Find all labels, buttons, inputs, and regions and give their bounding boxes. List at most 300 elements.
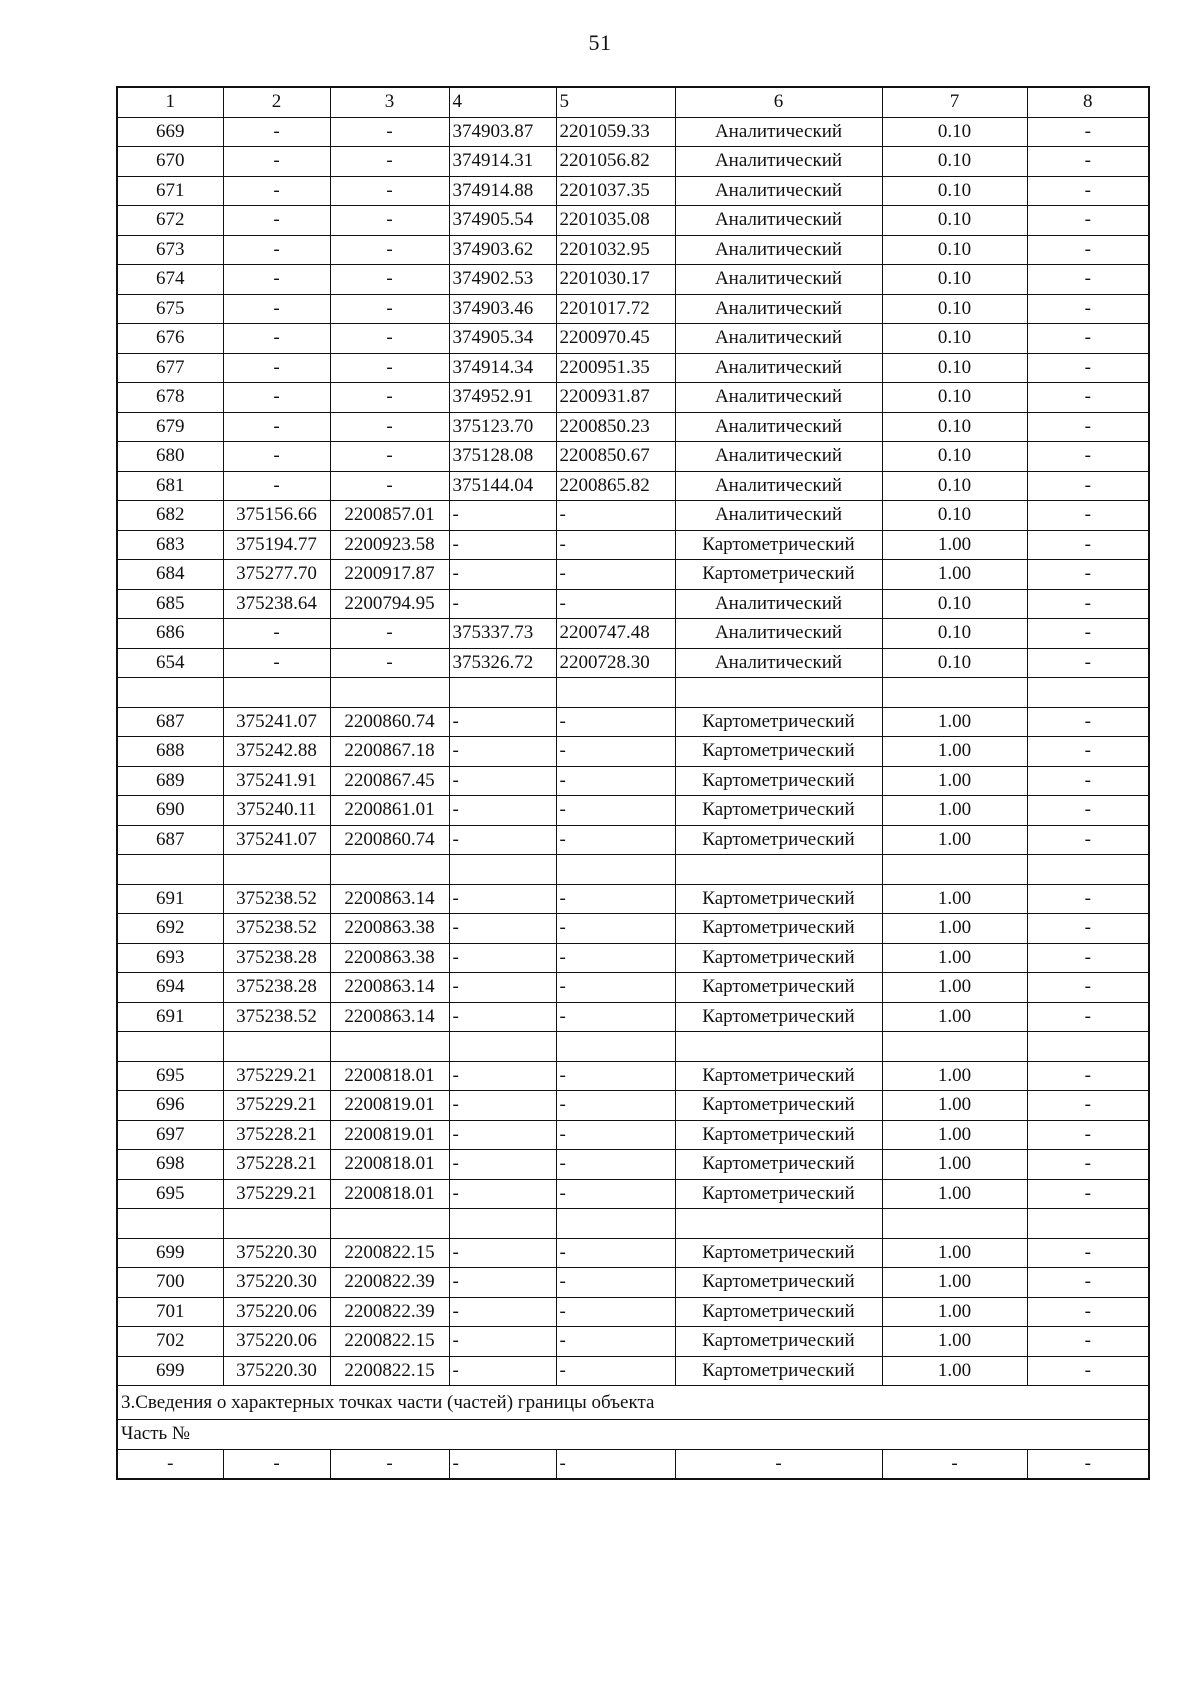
table-cell: 374905.34 [449,324,556,354]
table-cell: - [223,324,330,354]
table-cell: 675 [117,294,223,324]
column-header: 1 [117,87,223,117]
table-cell: - [1027,884,1149,914]
table-cell [223,1032,330,1062]
table-cell: - [556,1449,675,1479]
table-row [117,1150,1149,1180]
table-cell: 1.00 [882,825,1027,855]
table-cell: 2200818.01 [330,1179,449,1209]
table-row [117,914,1149,944]
table-cell: 2200819.01 [330,1120,449,1150]
table-cell: - [1027,1091,1149,1121]
table-cell: 375238.28 [223,943,330,973]
table-cell: Картометрический [675,1061,882,1091]
table-row [117,1002,1149,1032]
table-row [117,737,1149,767]
table-cell: 670 [117,147,223,177]
table-cell [675,1032,882,1062]
table-row [117,884,1149,914]
section-title-row [117,1386,1149,1420]
table-cell [330,1032,449,1062]
table-cell: - [1027,442,1149,472]
table-cell [117,1209,223,1239]
table-cell: 701 [117,1297,223,1327]
table-cell: 375220.06 [223,1297,330,1327]
table-cell: - [556,1120,675,1150]
table-cell: - [1027,1120,1149,1150]
table-cell: - [223,147,330,177]
table-cell: - [449,825,556,855]
table-cell: 2200822.15 [330,1238,449,1268]
table-cell: Картометрический [675,530,882,560]
table-cell: - [449,530,556,560]
table-cell: - [1027,530,1149,560]
table-cell: - [330,324,449,354]
table-cell: 374914.34 [449,353,556,383]
table-cell: - [1027,1297,1149,1327]
table-cell: - [1027,294,1149,324]
table-cell: 2200860.74 [330,825,449,855]
table-cell: 0.10 [882,589,1027,619]
table-cell: 2200863.14 [330,884,449,914]
table-row [117,176,1149,206]
section-title: 3.Сведения о характерных точках части (частей) границы объекта [117,1386,1149,1420]
table-cell: - [1027,1268,1149,1298]
table-cell: 682 [117,501,223,531]
table-cell: 2201035.08 [556,206,675,236]
table-cell: 374914.31 [449,147,556,177]
table-row [117,530,1149,560]
table-row [117,1297,1149,1327]
table-cell: - [1027,1356,1149,1386]
table-cell [449,1209,556,1239]
table-cell: Картометрический [675,1150,882,1180]
table-cell: 687 [117,707,223,737]
table-cell: 375241.91 [223,766,330,796]
table-cell: - [223,619,330,649]
table-cell [223,678,330,708]
table-cell: - [882,1449,1027,1479]
table-cell: - [449,589,556,619]
table-cell: Аналитический [675,648,882,678]
table-cell: - [449,1238,556,1268]
table-cell: - [330,235,449,265]
table-cell: - [556,1150,675,1180]
table-row [117,1091,1149,1121]
table-cell: 690 [117,796,223,826]
table-cell: - [1027,117,1149,147]
table-cell: Аналитический [675,353,882,383]
table-cell: Картометрический [675,737,882,767]
table-cell: 676 [117,324,223,354]
table-cell [330,855,449,885]
table-cell: 1.00 [882,766,1027,796]
table-cell: 375238.28 [223,973,330,1003]
table-cell: Картометрический [675,560,882,590]
table-cell: - [1027,383,1149,413]
table-cell: Картометрический [675,1238,882,1268]
table-cell: Аналитический [675,206,882,236]
table-cell [223,855,330,885]
table-cell: Аналитический [675,589,882,619]
table-cell: 375326.72 [449,648,556,678]
table-cell: - [1027,501,1149,531]
table-cell: 2200863.38 [330,943,449,973]
table-cell: 0.10 [882,265,1027,295]
table-separator-row [117,678,1149,708]
table-cell: 699 [117,1238,223,1268]
table-cell: 2200747.48 [556,619,675,649]
table-cell: - [556,1061,675,1091]
column-header: 7 [882,87,1027,117]
table-cell: - [449,884,556,914]
table-cell: - [223,117,330,147]
table-cell [675,1209,882,1239]
table-row [117,707,1149,737]
table-cell: - [1027,206,1149,236]
table-cell: 375229.21 [223,1179,330,1209]
table-row [117,560,1149,590]
table-cell: 0.10 [882,501,1027,531]
table-row [117,796,1149,826]
table-cell: - [223,648,330,678]
table-cell: 700 [117,1268,223,1298]
table-cell: 694 [117,973,223,1003]
table-cell: 375220.30 [223,1356,330,1386]
table-cell: 1.00 [882,1150,1027,1180]
table-cell: 688 [117,737,223,767]
table-cell: 2201032.95 [556,235,675,265]
table-cell: 2200867.45 [330,766,449,796]
table-cell: 375337.73 [449,619,556,649]
table-cell: 1.00 [882,1120,1027,1150]
table-cell: - [223,383,330,413]
table-cell: - [1027,1449,1149,1479]
table-cell: 375229.21 [223,1061,330,1091]
column-header: 5 [556,87,675,117]
table-cell: 1.00 [882,884,1027,914]
table-cell: 697 [117,1120,223,1150]
table-cell: 375220.06 [223,1327,330,1357]
table-cell: Картометрический [675,973,882,1003]
table-cell: - [1027,1150,1149,1180]
table-cell: 1.00 [882,1179,1027,1209]
coordinates-table [116,86,1150,1480]
table-cell: 673 [117,235,223,265]
table-cell [330,1209,449,1239]
table-row [117,825,1149,855]
table-cell: 375241.07 [223,707,330,737]
table-cell: 2200860.74 [330,707,449,737]
table-cell: - [556,973,675,1003]
table-row [117,619,1149,649]
table-cell: - [449,707,556,737]
table-cell: 0.10 [882,294,1027,324]
table-cell: Картометрический [675,1297,882,1327]
table-cell: - [223,442,330,472]
table-cell [882,855,1027,885]
table-cell: - [556,943,675,973]
table-cell: Аналитический [675,501,882,531]
table-cell: 683 [117,530,223,560]
table-cell: 679 [117,412,223,442]
table-cell: 696 [117,1091,223,1121]
table-cell: 2200822.15 [330,1356,449,1386]
table-row [117,1061,1149,1091]
table-cell: 695 [117,1061,223,1091]
table-cell: 702 [117,1327,223,1357]
table-cell: - [1027,235,1149,265]
table-cell: 0.10 [882,176,1027,206]
table-cell: - [1027,265,1149,295]
table-cell: Картометрический [675,1091,882,1121]
table-cell: 375220.30 [223,1268,330,1298]
table-cell: Картометрический [675,1268,882,1298]
table-cell: - [330,117,449,147]
table-cell: - [330,294,449,324]
table-cell: 375123.70 [449,412,556,442]
table-cell: - [117,1449,223,1479]
table-cell: - [1027,914,1149,944]
table-cell: - [1027,973,1149,1003]
table-cell: - [449,560,556,590]
table-cell: - [556,884,675,914]
table-cell: - [556,560,675,590]
table-cell: 1.00 [882,1061,1027,1091]
table-cell: 375228.21 [223,1120,330,1150]
table-cell: - [1027,796,1149,826]
table-cell [330,678,449,708]
table-cell [675,678,882,708]
table-cell: - [449,796,556,826]
table-cell: - [1027,766,1149,796]
table-cell: - [223,412,330,442]
table-cell: 375238.52 [223,884,330,914]
table-row [117,501,1149,531]
table-cell: 687 [117,825,223,855]
table-cell: Картометрический [675,1002,882,1032]
table-cell: 375144.04 [449,471,556,501]
table-cell: - [449,501,556,531]
table-separator-row [117,1209,1149,1239]
table-cell: - [449,1150,556,1180]
table-cell: 2201059.33 [556,117,675,147]
table-cell: 1.00 [882,1002,1027,1032]
table-cell: - [449,1179,556,1209]
table-cell: 1.00 [882,973,1027,1003]
table-cell: 2200794.95 [330,589,449,619]
table-cell: - [556,1091,675,1121]
table-cell: - [556,825,675,855]
table-cell: 1.00 [882,943,1027,973]
table-cell: 2200863.14 [330,973,449,1003]
column-header: 8 [1027,87,1149,117]
table-cell: 375241.07 [223,825,330,855]
table-cell: 2200951.35 [556,353,675,383]
table-cell: - [449,1356,556,1386]
table-cell: 1.00 [882,796,1027,826]
table-cell: 0.10 [882,235,1027,265]
table-cell: 375238.64 [223,589,330,619]
table-cell: - [330,147,449,177]
table-cell: - [1027,1002,1149,1032]
table-cell: 374903.62 [449,235,556,265]
table-cell: 2200818.01 [330,1061,449,1091]
table-cell: - [556,766,675,796]
table-cell: 1.00 [882,737,1027,767]
table-cell: - [223,353,330,383]
table-cell: Аналитический [675,471,882,501]
table-cell: 0.10 [882,412,1027,442]
table-row [117,206,1149,236]
table-cell: - [223,1449,330,1479]
table-cell: - [556,1179,675,1209]
table-cell: - [1027,737,1149,767]
table-cell: 0.10 [882,324,1027,354]
table-cell: 2200865.82 [556,471,675,501]
table-cell: - [1027,707,1149,737]
table-cell: Аналитический [675,412,882,442]
table-cell: 689 [117,766,223,796]
table-cell: - [449,766,556,796]
table-row [117,589,1149,619]
table-cell [1027,1032,1149,1062]
table-cell: 686 [117,619,223,649]
table-cell: - [1027,560,1149,590]
table-cell: 375194.77 [223,530,330,560]
table-row [117,442,1149,472]
table-cell: - [330,176,449,206]
table-cell: 374914.88 [449,176,556,206]
table-cell: 2200728.30 [556,648,675,678]
table-cell: Картометрический [675,914,882,944]
table-cell [556,855,675,885]
table-cell: 1.00 [882,560,1027,590]
table-cell [556,1209,675,1239]
table-cell: - [223,176,330,206]
table-cell: 2200917.87 [330,560,449,590]
table-cell: Картометрический [675,1179,882,1209]
table-cell: 669 [117,117,223,147]
table-cell: 374905.54 [449,206,556,236]
table-cell: - [1027,1179,1149,1209]
table-cell: - [223,294,330,324]
table-cell: - [223,206,330,236]
table-cell: - [556,914,675,944]
table-cell: 374903.87 [449,117,556,147]
table-cell: 692 [117,914,223,944]
table-cell: 375220.30 [223,1238,330,1268]
table-cell: - [1027,1238,1149,1268]
table-cell: Картометрический [675,943,882,973]
table-cell [1027,678,1149,708]
table-cell: - [1027,471,1149,501]
table-cell [882,678,1027,708]
table-cell: 375156.66 [223,501,330,531]
table-cell: Аналитический [675,442,882,472]
table-cell: - [1027,176,1149,206]
table-cell: 685 [117,589,223,619]
table-cell: 1.00 [882,1327,1027,1357]
table-cell: - [449,1327,556,1357]
table-cell: - [556,1238,675,1268]
table-cell: - [330,265,449,295]
table-cell: - [330,442,449,472]
table-cell: 374902.53 [449,265,556,295]
table-cell: Картометрический [675,825,882,855]
table-cell [449,1032,556,1062]
table-cell: - [1027,825,1149,855]
table-cell: 375238.52 [223,914,330,944]
table-cell [117,1032,223,1062]
table-cell: - [330,206,449,236]
table-cell: 374903.46 [449,294,556,324]
table-row [117,294,1149,324]
table-cell: - [223,265,330,295]
table-cell: 672 [117,206,223,236]
table-cell: 695 [117,1179,223,1209]
table-cell [882,1209,1027,1239]
table-cell: - [330,471,449,501]
table-cell: 654 [117,648,223,678]
table-row [117,943,1149,973]
table-row [117,973,1149,1003]
table-cell: Аналитический [675,324,882,354]
table-cell: - [556,1356,675,1386]
table-cell: - [330,619,449,649]
table-cell [1027,1209,1149,1239]
table-cell [449,855,556,885]
table-cell: 2200970.45 [556,324,675,354]
table-cell: - [449,1002,556,1032]
table-header-row [117,87,1149,117]
table-cell [556,1032,675,1062]
table-cell: 2201017.72 [556,294,675,324]
table-cell: 2200818.01 [330,1150,449,1180]
table-cell: 2200819.01 [330,1091,449,1121]
table-row [117,235,1149,265]
table-row [117,1356,1149,1386]
table-row [117,353,1149,383]
table-cell: - [449,1091,556,1121]
table-cell: 680 [117,442,223,472]
table-cell: 1.00 [882,1238,1027,1268]
table-cell: 0.10 [882,383,1027,413]
table-cell: Картометрический [675,1356,882,1386]
table-cell: 681 [117,471,223,501]
table-cell: 684 [117,560,223,590]
table-cell: - [556,1297,675,1327]
table-cell: - [449,914,556,944]
table-cell: 678 [117,383,223,413]
table-separator-row [117,855,1149,885]
table-cell: 677 [117,353,223,383]
table-row [117,1268,1149,1298]
table-cell: - [1027,619,1149,649]
table-cell: Аналитический [675,265,882,295]
table-cell: Аналитический [675,117,882,147]
table-cell: 0.10 [882,471,1027,501]
table-cell: 2200863.14 [330,1002,449,1032]
part-label-row [117,1420,1149,1450]
table-cell: 691 [117,884,223,914]
table-cell: Аналитический [675,235,882,265]
table-cell: 375242.88 [223,737,330,767]
table-cell: - [1027,1061,1149,1091]
table-cell: - [330,353,449,383]
table-cell: 0.10 [882,206,1027,236]
table-cell [675,855,882,885]
